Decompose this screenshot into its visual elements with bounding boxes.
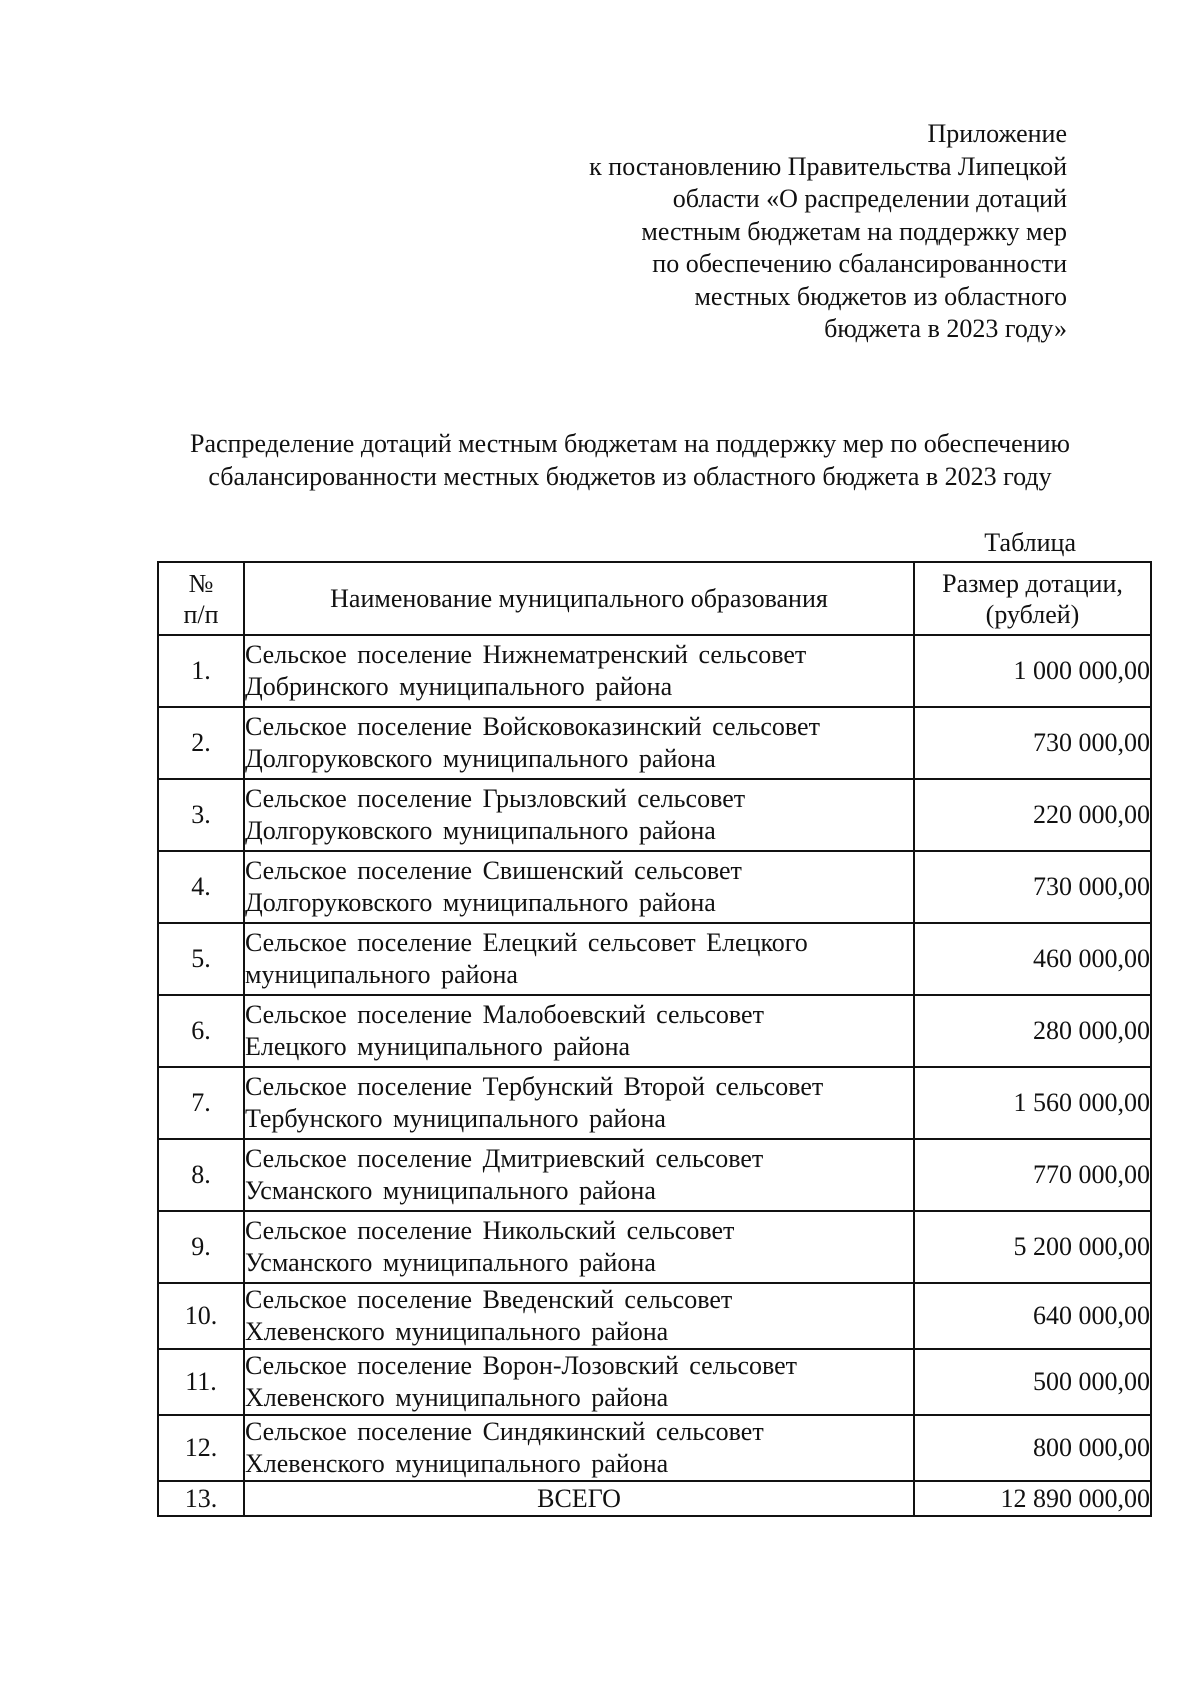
row-amount: 800 000,00 [914,1415,1151,1481]
row-amount: 5 200 000,00 [914,1211,1151,1283]
row-name: Сельское поселение Нижнематренский сельсовет Добринского муниципального района [244,635,914,707]
appendix-line: по обеспечению сбалансированности [652,249,1067,278]
table-row [158,851,1151,923]
row-amount: 220 000,00 [914,779,1151,851]
table-row [158,635,1151,707]
row-number: 8. [158,1139,244,1211]
row-number: 2. [158,707,244,779]
title-line: сбалансированности местных бюджетов из областного бюджета в 2023 году [208,462,1052,491]
row-amount: 280 000,00 [914,995,1151,1067]
table-label: Таблица [984,528,1076,557]
table-row [158,1139,1151,1211]
row-number: 11. [158,1349,244,1415]
table-row [158,923,1151,995]
table-row [158,1067,1151,1139]
appendix-header [467,118,1067,346]
row-number: 5. [158,923,244,995]
total-amount: 12 890 000,00 [914,1481,1151,1516]
row-name: Сельское поселение Введенский сельсовет Хлевенского муниципального района [244,1283,914,1349]
row-name: Сельское поселение Малобоевский сельсовет Елецкого муниципального района [244,995,914,1067]
table-row [158,1415,1151,1481]
row-name: Сельское поселение Никольский сельсовет Усманского муниципального района [244,1211,914,1283]
row-name: Сельское поселение Тербунский Второй сельсовет Тербунского муниципального района [244,1067,914,1139]
row-number: 3. [158,779,244,851]
subsidy-table [157,561,1152,1517]
row-amount: 640 000,00 [914,1283,1151,1349]
row-amount: 460 000,00 [914,923,1151,995]
table-row [158,1283,1151,1349]
row-number: 1. [158,635,244,707]
row-name: Сельское поселение Елецкий сельсовет Елецкого муниципального района [244,923,914,995]
total-number: 13. [158,1481,244,1516]
row-name: Сельское поселение Ворон-Лозовский сельсовет Хлевенского муниципального района [244,1349,914,1415]
row-number: 7. [158,1067,244,1139]
table-row [158,1211,1151,1283]
row-amount: 730 000,00 [914,707,1151,779]
appendix-line: местным бюджетам на поддержку мер [641,216,1067,246]
appendix-line: к постановлению Правительства Липецкой [589,151,1067,181]
appendix-line: местных бюджетов из областного [694,281,1067,311]
appendix-line: области «О распределении дотаций [672,184,1067,213]
header-amount: Размер дотации, (рублей) [914,562,1151,635]
total-row [158,1481,1151,1516]
row-amount: 730 000,00 [914,851,1151,923]
table-row [158,995,1151,1067]
row-amount: 1 000 000,00 [914,635,1151,707]
table-row [158,707,1151,779]
row-amount: 770 000,00 [914,1139,1151,1211]
row-name: Сельское поселение Свишенский сельсовет Долгоруковского муниципального района [244,851,914,923]
row-amount: 1 560 000,00 [914,1067,1151,1139]
total-label: ВСЕГО [244,1481,914,1516]
row-number: 12. [158,1415,244,1481]
row-number: 10. [158,1283,244,1349]
table-row [158,779,1151,851]
table-header-row [158,562,1151,635]
appendix-line: бюджета в 2023 году» [824,314,1067,343]
appendix-line: Приложение [927,119,1067,148]
title-line: Распределение дотаций местным бюджетам на поддержку мер по обеспечению [190,429,1070,458]
document-title [130,427,1130,493]
header-name: Наименование муниципального образования [244,562,914,635]
row-name: Сельское поселение Синдякинский сельсовет Хлевенского муниципального района [244,1415,914,1481]
row-number: 9. [158,1211,244,1283]
table-row [158,1349,1151,1415]
row-number: 4. [158,851,244,923]
row-number: 6. [158,995,244,1067]
row-name: Сельское поселение Дмитриевский сельсовет Усманского муниципального района [244,1139,914,1211]
row-amount: 500 000,00 [914,1349,1151,1415]
row-name: Сельское поселение Войсковоказинский сельсовет Долгоруковского муниципального района [244,707,914,779]
row-name: Сельское поселение Грызловский сельсовет Долгоруковского муниципального района [244,779,914,851]
header-number: № п/п [158,562,244,635]
